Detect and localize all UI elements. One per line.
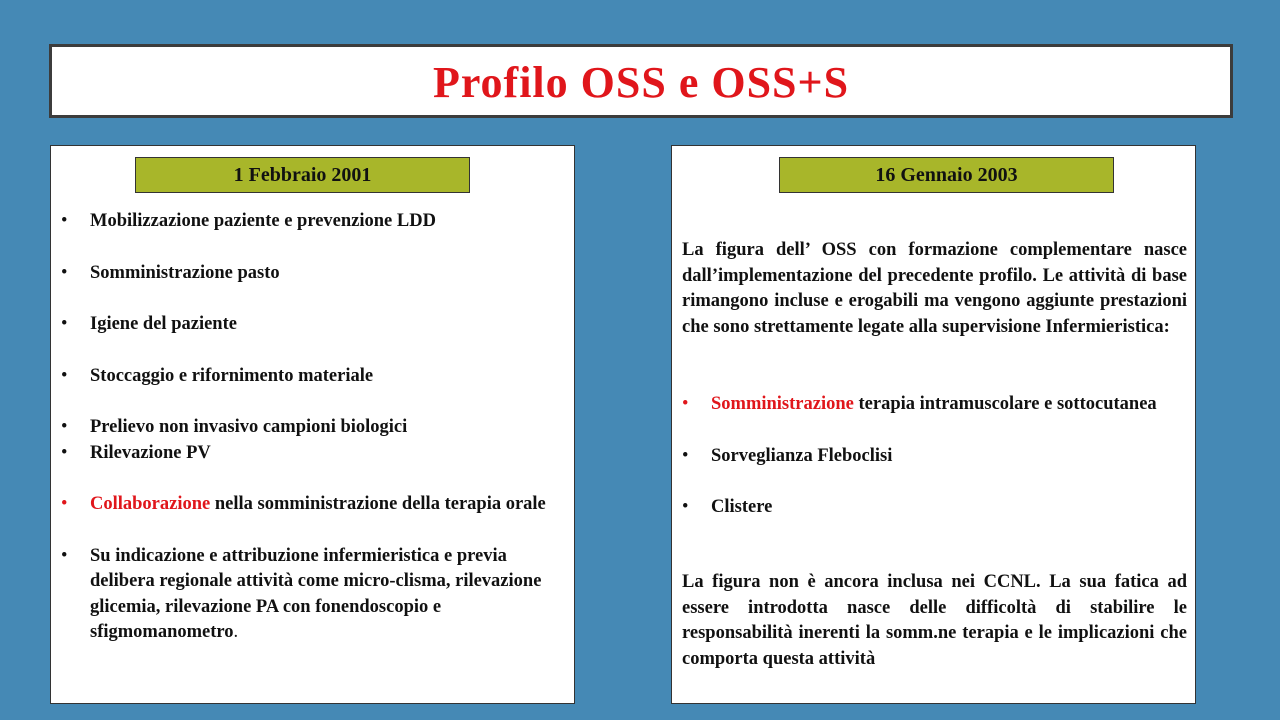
list-item: [61, 544, 566, 646]
list-item: • Stoccaggio e rifornimento materiale: [61, 364, 566, 390]
list-item: • Rilevazione PV: [61, 441, 566, 467]
list-item: • Sorveglianza Fleboclisi: [682, 444, 1187, 470]
list-item: • Prelievo non invasivo campioni biologici: [61, 415, 566, 441]
item-period: .: [233, 622, 239, 642]
item-text: terapia intramuscolare e sottocutanea: [853, 394, 1157, 414]
date-badge-2001: 1 Febbraio 2001: [135, 157, 470, 193]
title-box: [49, 44, 1233, 118]
list-item-somministrazione: [682, 392, 1187, 418]
left-bullet-list: [61, 209, 566, 646]
left-panel: [50, 145, 575, 704]
list-item: • Somministrazione pasto: [61, 261, 566, 287]
slide-title: Profilo OSS e OSS+S: [432, 57, 850, 107]
highlight-text: Collaborazione: [90, 494, 211, 514]
list-item: • Mobilizzazione paziente e prevenzione LDD: [61, 209, 566, 235]
highlight-text: Somministrazione: [711, 394, 854, 414]
right-bullet-list: [682, 392, 1187, 521]
list-item: • Clistere: [682, 495, 1187, 521]
closing-paragraph: La figura non è ancora inclusa nei CCNL. La sua fatica ad essere introdotta nasce delle difficoltà di stabilire le responsabilità inerenti la somm.ne terapia e le implicazioni che comporta questa attività: [682, 572, 1187, 669]
list-item-collaborazione: [61, 492, 566, 518]
intro-paragraph: La figura dell’ OSS con formazione complementare nasce dall’implementazione del precedente profilo. Le attività di base rimangono incluse e erogabili ma vengono aggiunte prestazioni che sono strettamente legate alla supervisione Infermieristica:: [682, 240, 1187, 337]
list-item: • Igiene del paziente: [61, 312, 566, 338]
item-text: nella somministrazione della terapia orale: [210, 494, 546, 514]
date-badge-2003: 16 Gennaio 2003: [779, 157, 1114, 193]
right-panel: [671, 145, 1196, 704]
item-text: Su indicazione e attribuzione infermieristica e previa delibera regionale attività come micro-clisma, rilevazione glicemia, rilevazione PA con fonendoscopio e sfigmomanometro: [90, 545, 542, 642]
